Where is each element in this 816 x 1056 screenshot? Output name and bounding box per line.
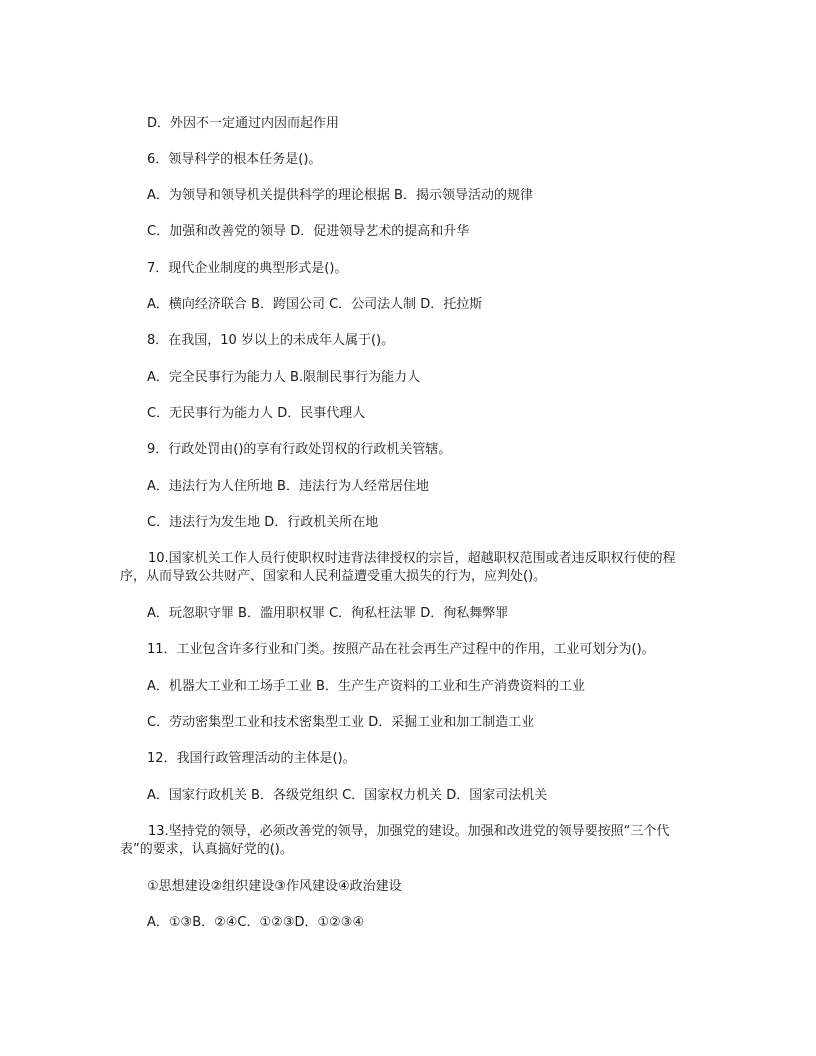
option-line: C．违法行为发生地 D．行政机关所在地 bbox=[147, 515, 379, 530]
question-13: 13.坚持党的领导，必须改善党的领导，加强党的建设。加强和改进党的领导要按照“三个代表”的要求，认真搞好党的()。 bbox=[120, 824, 670, 857]
option-line: ①思想建设②组织建设③作风建设④政治建设 bbox=[147, 879, 402, 894]
option-line: C．加强和改善党的领导 D．促进领导艺术的提高和升华 bbox=[147, 224, 470, 239]
option-line: A．违法行为人住所地 B．违法行为人经常居住地 bbox=[147, 479, 429, 494]
question-8: 8．在我国，10 岁以上的未成年人属于()。 bbox=[147, 333, 395, 348]
option-line: C．劳动密集型工业和技术密集型工业 D．采掘工业和加工制造工业 bbox=[147, 715, 535, 730]
option-line: A．①③B．②④C．①②③D．①②③④ bbox=[147, 915, 365, 930]
option-line: A．机器大工业和工场手工业 B．生产生产资料的工业和生产消费资料的工业 bbox=[147, 679, 585, 694]
option-line: A．完全民事行为能力人 B.限制民事行为能力人 bbox=[147, 370, 421, 385]
option-line: A．玩忽职守罪 B．滥用职权罪 C．徇私枉法罪 D．徇私舞弊罪 bbox=[147, 606, 509, 621]
question-12: 12．我国行政管理活动的主体是()。 bbox=[147, 751, 356, 766]
option-line: A．横向经济联合 B．跨国公司 C．公司法人制 D．托拉斯 bbox=[147, 297, 483, 312]
question-6: 6．领导科学的根本任务是()。 bbox=[147, 152, 322, 167]
option-line: C．无民事行为能力人 D．民事代理人 bbox=[147, 406, 366, 421]
question-10: 10.国家机关工作人员行使职权时违背法律授权的宗旨，超越职权范围或者违反职权行使的程序，从而导致公共财产、国家和人民利益遭受重大损失的行为，应判处()。 bbox=[120, 551, 676, 584]
question-9: 9．行政处罚由()的享有行政处罚权的行政机关管辖。 bbox=[147, 442, 452, 457]
question-11: 11．工业包含许多行业和门类。按照产品在社会再生产过程中的作用，工业可划分为()。 bbox=[147, 642, 655, 657]
option-line: A．为领导和领导机关提供科学的理论根据 B．揭示领导活动的规律 bbox=[147, 188, 533, 203]
question-7: 7．现代企业制度的典型形式是()。 bbox=[147, 261, 348, 276]
option-line: D．外因不一定通过内因而起作用 bbox=[147, 116, 340, 131]
option-line: A．国家行政机关 B．各级党组织 C．国家权力机关 D．国家司法机关 bbox=[147, 788, 548, 803]
